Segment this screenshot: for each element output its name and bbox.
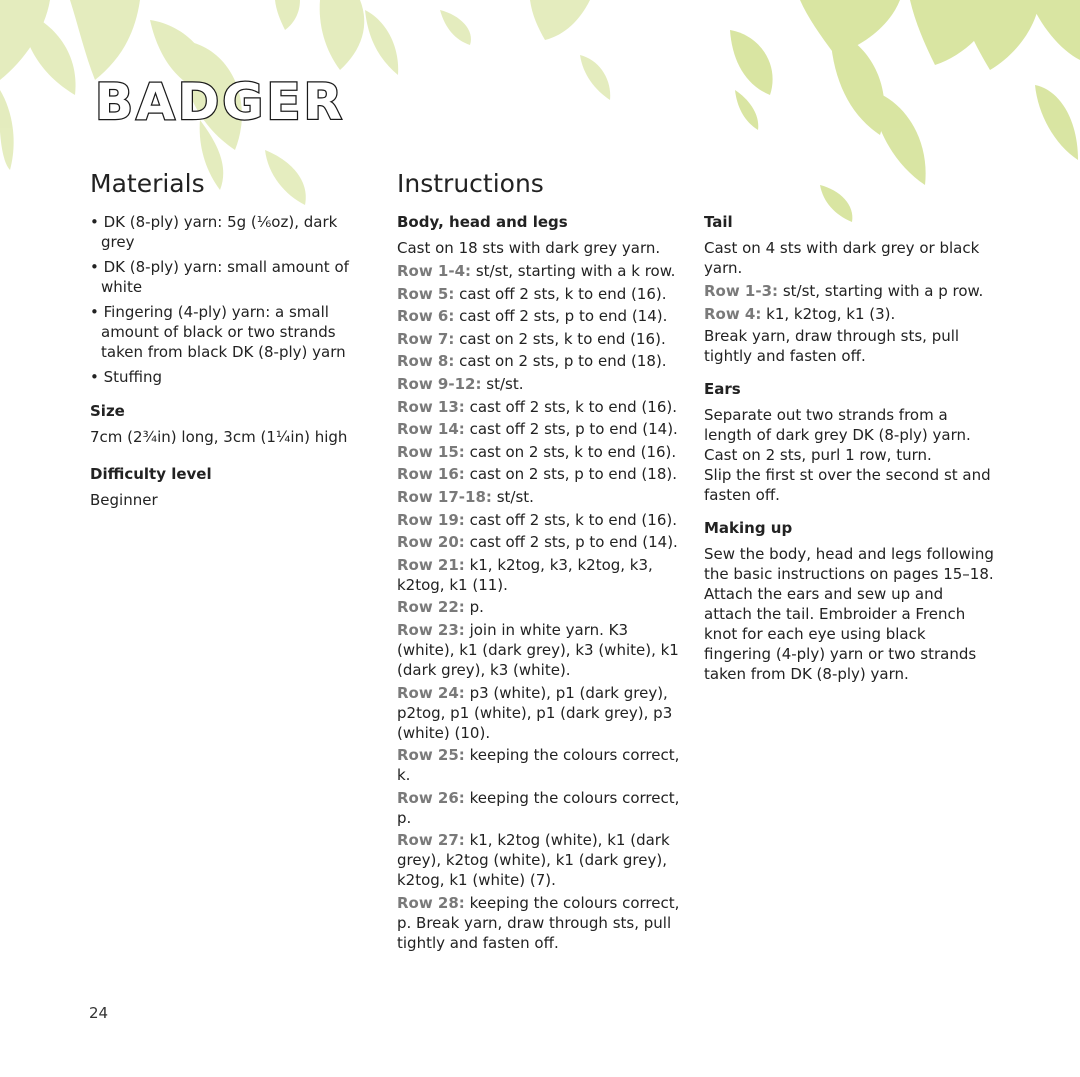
ears-heading: Ears <box>704 380 741 399</box>
row-label: Row 5: <box>397 284 455 303</box>
row-label: Row 1-4: <box>397 262 472 280</box>
row-text: cast on 2 sts, p to end (18). <box>454 352 667 371</box>
instruction-row <box>397 487 682 507</box>
row-text: st/st. <box>481 374 524 393</box>
row-text: keeping the colours correct, k. <box>397 746 680 785</box>
instruction-row <box>397 329 682 349</box>
instruction-row <box>397 419 682 439</box>
row-text: cast on 2 sts, p to end (18). <box>464 465 677 484</box>
row-label: Row 21: <box>397 555 465 574</box>
row-text: keeping the colours correct, p. <box>397 788 680 827</box>
row-text: p3 (white), p1 (dark grey), p2tog, p1 (white), p1 (dark grey), p3 (white) (10). <box>397 683 673 742</box>
instruction-row <box>397 284 682 304</box>
instruction-row <box>397 830 682 890</box>
row-label: Row 20: <box>397 533 465 552</box>
size-text: 7cm (2¾in) long, 3cm (1¼in) high <box>90 428 348 446</box>
instructions-column <box>397 168 682 955</box>
row-label: Row 4: <box>704 304 762 323</box>
body-heading: Body, head and legs <box>397 213 568 231</box>
row-label: Row 26: <box>397 788 465 807</box>
materials-heading: Materials <box>90 169 205 198</box>
instructions-heading: Instructions <box>397 169 544 198</box>
row-text: cast on 2 sts, k to end (16). <box>464 442 677 461</box>
instruction-row <box>397 893 682 953</box>
instruction-row <box>397 788 682 828</box>
row-text: st/st, starting with a k row. <box>471 262 676 280</box>
row-label: Row 7: <box>397 329 455 348</box>
instruction-row <box>397 351 682 371</box>
instruction-row <box>397 510 682 530</box>
row-text: p. <box>464 598 484 617</box>
instruction-row <box>397 745 682 785</box>
row-text: cast off 2 sts, k to end (16). <box>464 397 677 416</box>
body-rows <box>397 261 682 953</box>
tail-outro: Break yarn, draw through sts, pull tightly and fasten off. <box>704 327 960 366</box>
instruction-row <box>397 261 682 281</box>
materials-item: • DK (8-ply) yarn: 5g (⅙oz), dark grey <box>90 212 360 252</box>
ears-line: Separate out two strands from a length of dark grey DK (8-ply) yarn. <box>704 406 971 445</box>
row-text: k1, k2tog, k3, k2tog, k3, k2tog, k1 (11). <box>397 555 653 594</box>
making-up-text: Sew the body, head and legs following the basic instructions on pages 15–18. Attach the ears and sew up and attach the tail. Embroider a French knot for each eye using black fingering (4-ply) yarn or two strands taken from DK (8-ply) yarn. <box>704 545 994 684</box>
making-up-heading: Making up <box>704 519 793 538</box>
size-heading: Size <box>90 402 125 420</box>
row-text: cast off 2 sts, p to end (14). <box>454 307 668 326</box>
instruction-row <box>397 555 682 595</box>
row-label: Row 17-18: <box>397 487 492 506</box>
row-text: cast off 2 sts, p to end (14). <box>464 533 678 552</box>
row-label: Row 16: <box>397 465 465 484</box>
row-label: Row 27: <box>397 831 465 850</box>
instruction-row <box>397 464 682 484</box>
row-label: Row 23: <box>397 620 465 639</box>
difficulty-text: Beginner <box>90 491 158 509</box>
row-label: Row 28: <box>397 893 465 912</box>
tail-section <box>704 212 994 366</box>
instruction-row <box>397 620 682 680</box>
instruction-row <box>397 306 682 326</box>
instruction-row <box>397 597 682 617</box>
row-label: Row 15: <box>397 442 465 461</box>
tail-intro: Cast on 4 sts with dark grey or black yarn. <box>704 239 980 277</box>
ears-line: Cast on 2 sts, purl 1 row, turn. <box>704 446 932 465</box>
making-up-section <box>704 518 994 684</box>
row-text: st/st, starting with a p row. <box>778 282 984 300</box>
row-text: keeping the colours correct, p. Break yarn, draw through sts, pull tightly and fasten off. <box>397 893 680 952</box>
row-text: cast off 2 sts, k to end (16). <box>454 284 667 303</box>
row-label: Row 19: <box>397 510 465 529</box>
row-text: cast off 2 sts, k to end (16). <box>464 510 677 529</box>
row-label: Row 6: <box>397 307 455 326</box>
row-text: k1, k2tog, k1 (3). <box>761 304 896 323</box>
row-label: Row 9-12: <box>397 374 482 393</box>
materials-list <box>90 212 360 387</box>
row-label: Row 13: <box>397 397 465 416</box>
row-label: Row 1-3: <box>704 282 779 300</box>
page-number: 24 <box>89 1004 109 1022</box>
instruction-row <box>397 442 682 462</box>
body-intro: Cast on 18 sts with dark grey yarn. <box>397 239 661 257</box>
row-label: Row 14: <box>397 420 465 439</box>
row-label: Row 8: <box>397 352 455 371</box>
tail-rows <box>704 281 994 324</box>
row-text: cast on 2 sts, k to end (16). <box>454 329 666 348</box>
page-title: BADGER <box>95 73 346 131</box>
row-label: Row 24: <box>397 683 465 702</box>
side-column <box>704 212 994 697</box>
materials-column <box>90 168 360 527</box>
materials-item: • Stuffing <box>90 367 360 387</box>
tail-heading: Tail <box>704 213 733 231</box>
instruction-row <box>704 304 994 324</box>
row-text: join in white yarn. K3 (white), k1 (dark grey), k3 (white), k1 (dark grey), k3 (white). <box>397 620 679 679</box>
row-label: Row 22: <box>397 598 465 617</box>
difficulty-heading: Difficulty level <box>90 465 212 483</box>
row-text: st/st. <box>491 487 534 506</box>
instruction-row <box>397 683 682 743</box>
row-label: Row 25: <box>397 746 465 765</box>
instruction-row <box>397 397 682 417</box>
row-text: k1, k2tog (white), k1 (dark grey), k2tog (white), k1 (dark grey), k2tog, k1 (white) (7). <box>397 831 670 890</box>
instruction-row <box>397 374 682 394</box>
materials-item: • DK (8-ply) yarn: small amount of white <box>90 257 360 297</box>
ears-line: Slip the first st over the second st and fasten off. <box>704 466 991 505</box>
instruction-row <box>704 281 994 301</box>
instruction-row <box>397 532 682 552</box>
row-text: cast off 2 sts, p to end (14). <box>464 420 678 439</box>
ears-section <box>704 379 994 505</box>
materials-item: • Fingering (4-ply) yarn: a small amount of black or two strands taken from black DK (8-ply) yarn <box>90 302 360 362</box>
